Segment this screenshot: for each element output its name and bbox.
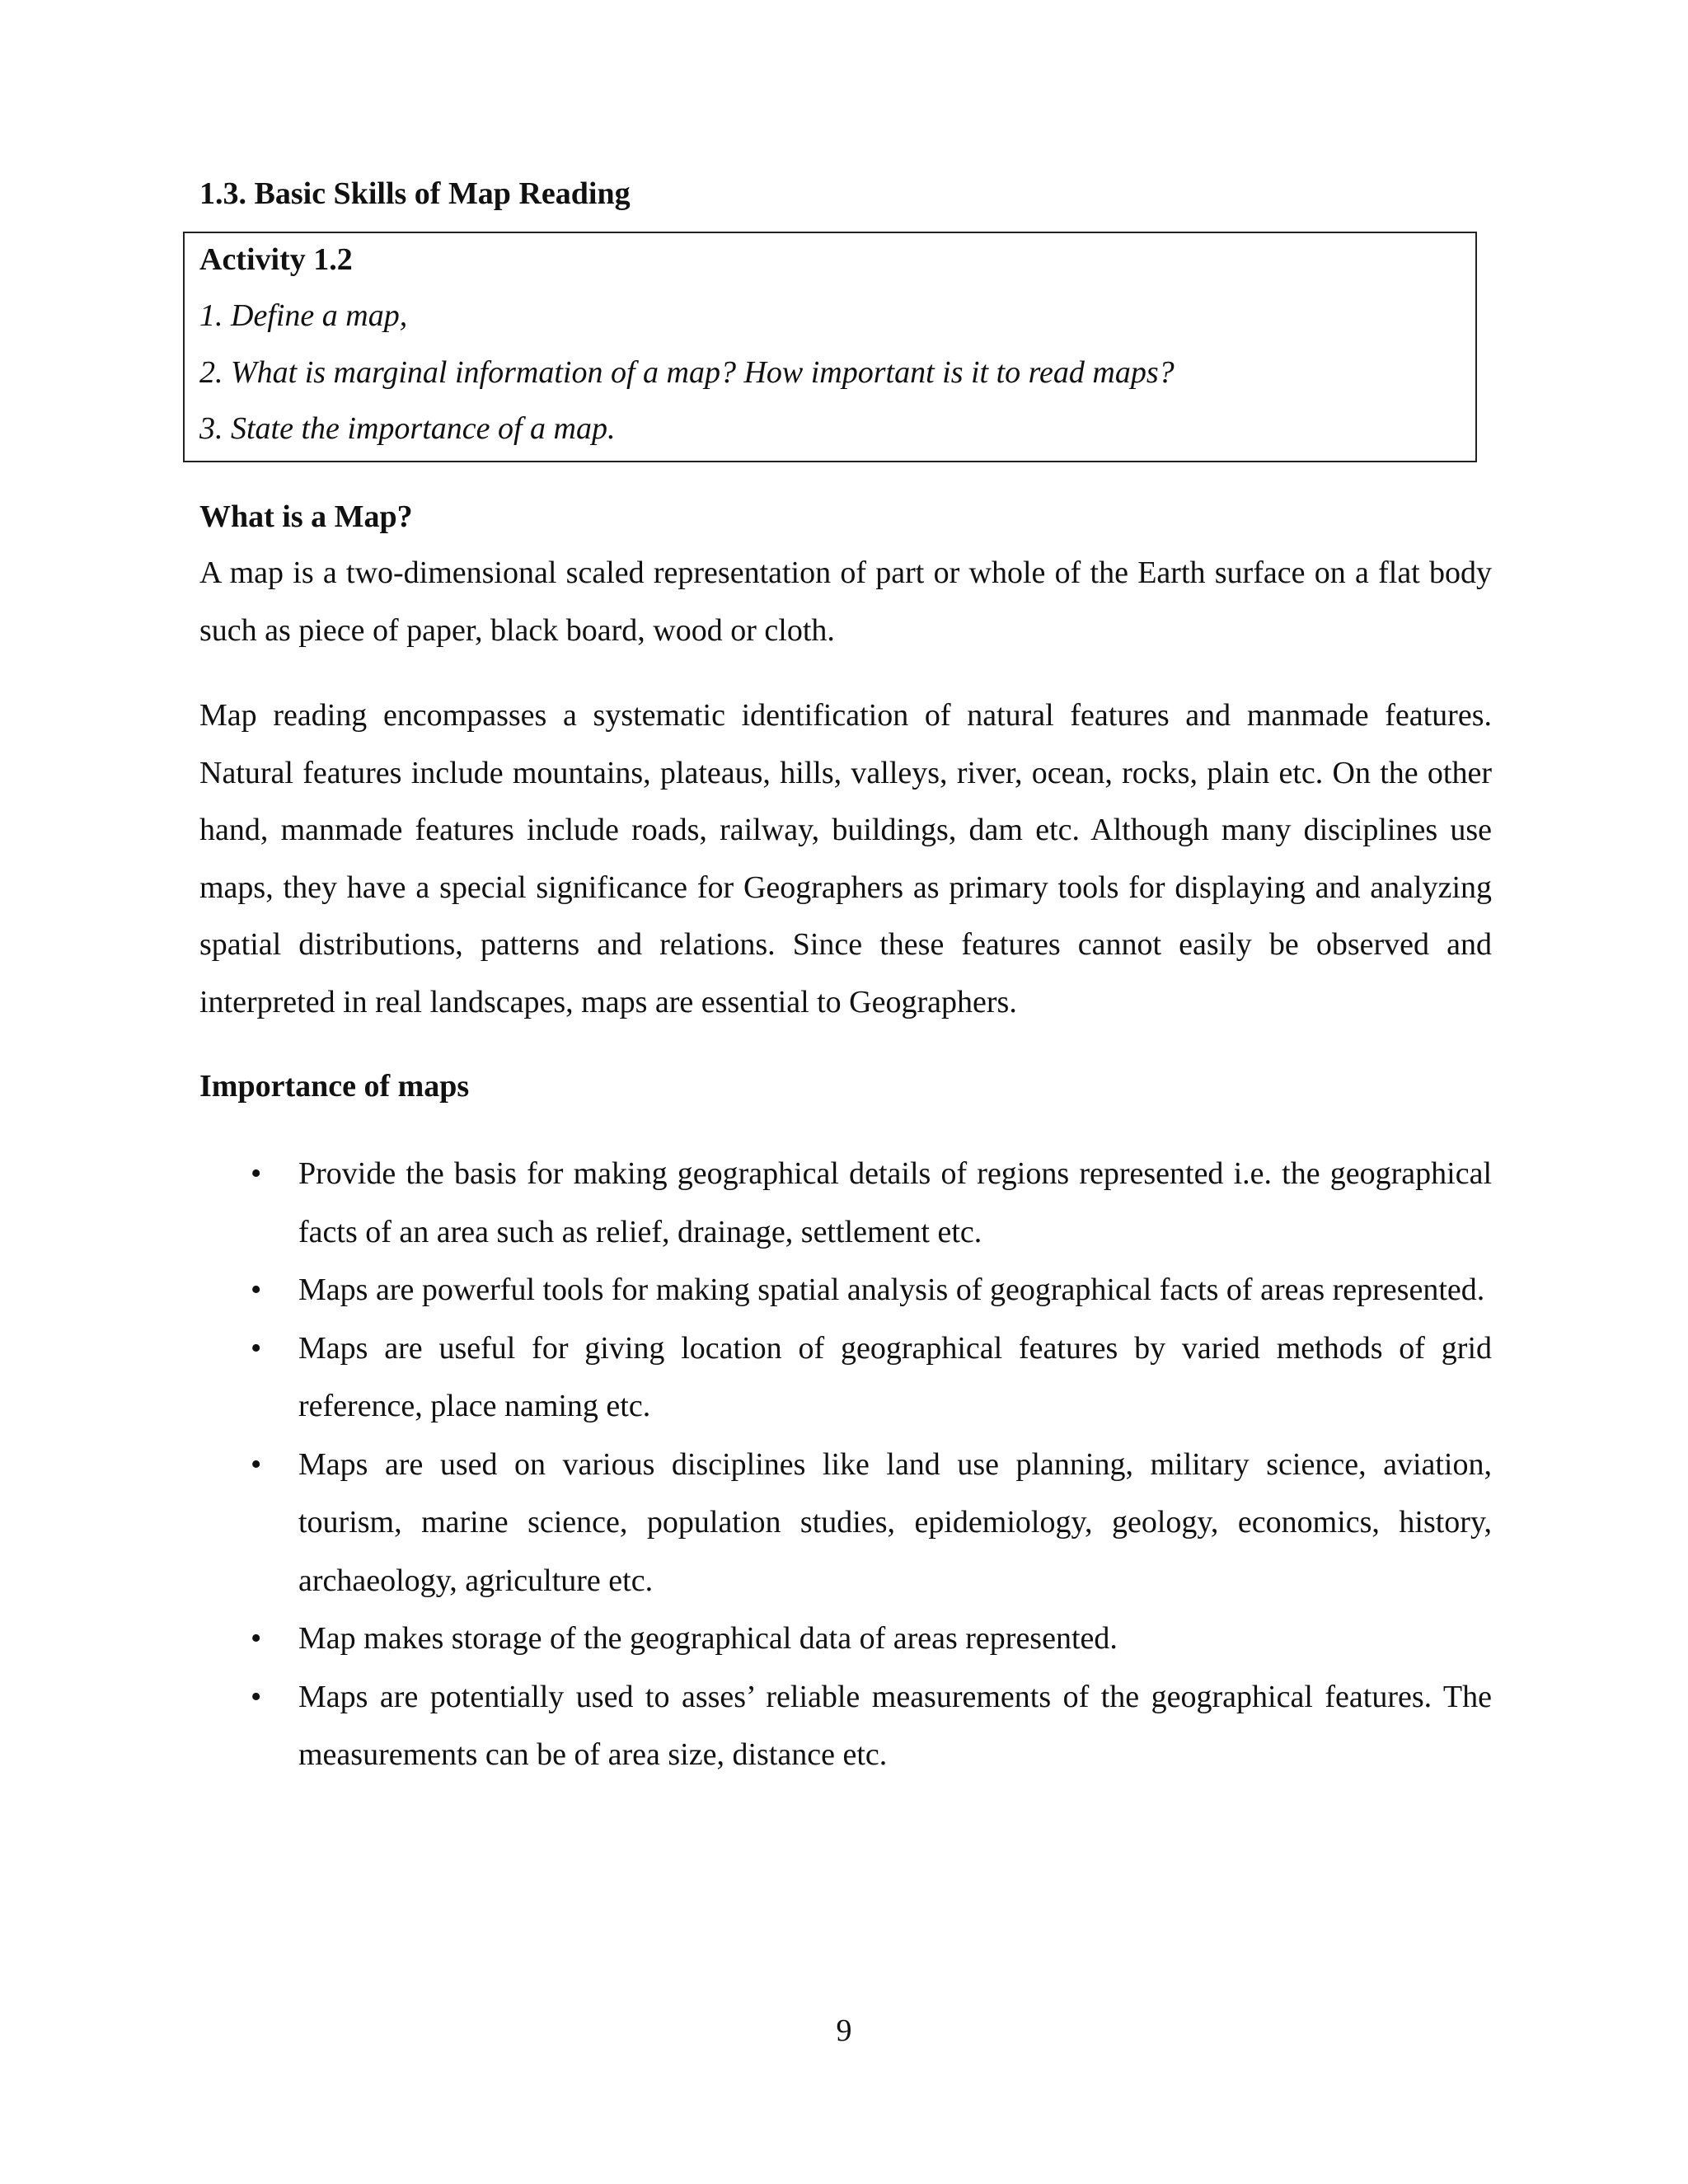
list-item-text: Maps are useful for giving location of geographical features by varied methods of grid reference, place naming etc. [298,1330,1492,1423]
list-item-text: Maps are used on various disciplines like land use planning, military science, aviation, tourism, marine science, population studies, epidemiology, geology, economics, history, archaeology, agriculture etc. [298,1446,1492,1598]
bullet-icon: • [251,1446,262,1482]
bullet-icon: • [251,1679,262,1714]
bullet-icon: • [251,1621,262,1656]
list-item [0,1436,1688,1610]
activity-question: 3. State the importance of a map. [199,411,616,446]
section-heading: 1.3. Basic Skills of Map Reading [199,176,631,211]
list-item [0,1319,1688,1436]
list-item [0,1261,1688,1319]
list-item-text: Provide the basis for making geographical details of regions represented i.e. the geographical facts of an area such as relief, drainage, settlement etc. [298,1156,1492,1249]
list-item-text: Map makes storage of the geographical data of areas represented. [298,1621,1118,1656]
list-item-text: Maps are potentially used to asses’ reliable measurements of the geographical features. The measurements can be of area size, distance etc. [298,1679,1492,1772]
activity-question: 2. What is marginal information of a map? How important is it to read maps? [199,355,1175,390]
list-item [0,1668,1688,1784]
list-item [0,1145,1688,1261]
map-definition-paragraph: A map is a two-dimensional scaled representation of part or whole of the Earth surface on a flat body such as piece of paper, black board, wood or cloth. [199,555,1492,648]
activity-box [183,232,1477,462]
map-reading-paragraph: Map reading encompasses a systematic identification of natural features and manmade features. Natural features include mountains, plateaus, hills, valleys, river, ocean, rocks, plain etc. On the other hand, manmade features include roads, railway, buildings, dam etc. Although many disciplines use maps, they have a special significance for Geographers as primary tools for displaying and analyzing spatial distributions, patterns and relations. Since these features cannot easily be observed and interpreted in real landscapes, maps are essential to Geographers. [199,698,1492,1019]
importance-list [0,1145,1688,1784]
bullet-icon: • [251,1330,262,1366]
bullet-icon: • [251,1272,262,1307]
list-item-text: Maps are powerful tools for making spatial analysis of geographical facts of areas represented. [298,1272,1485,1307]
bullet-icon: • [251,1156,262,1191]
page-number: 9 [836,2013,852,2048]
activity-question: 1. Define a map, [199,298,408,333]
list-item [0,1610,1688,1668]
importance-heading: Importance of maps [199,1069,470,1104]
activity-title: Activity 1.2 [199,242,353,277]
what-is-map-heading: What is a Map? [199,499,413,534]
